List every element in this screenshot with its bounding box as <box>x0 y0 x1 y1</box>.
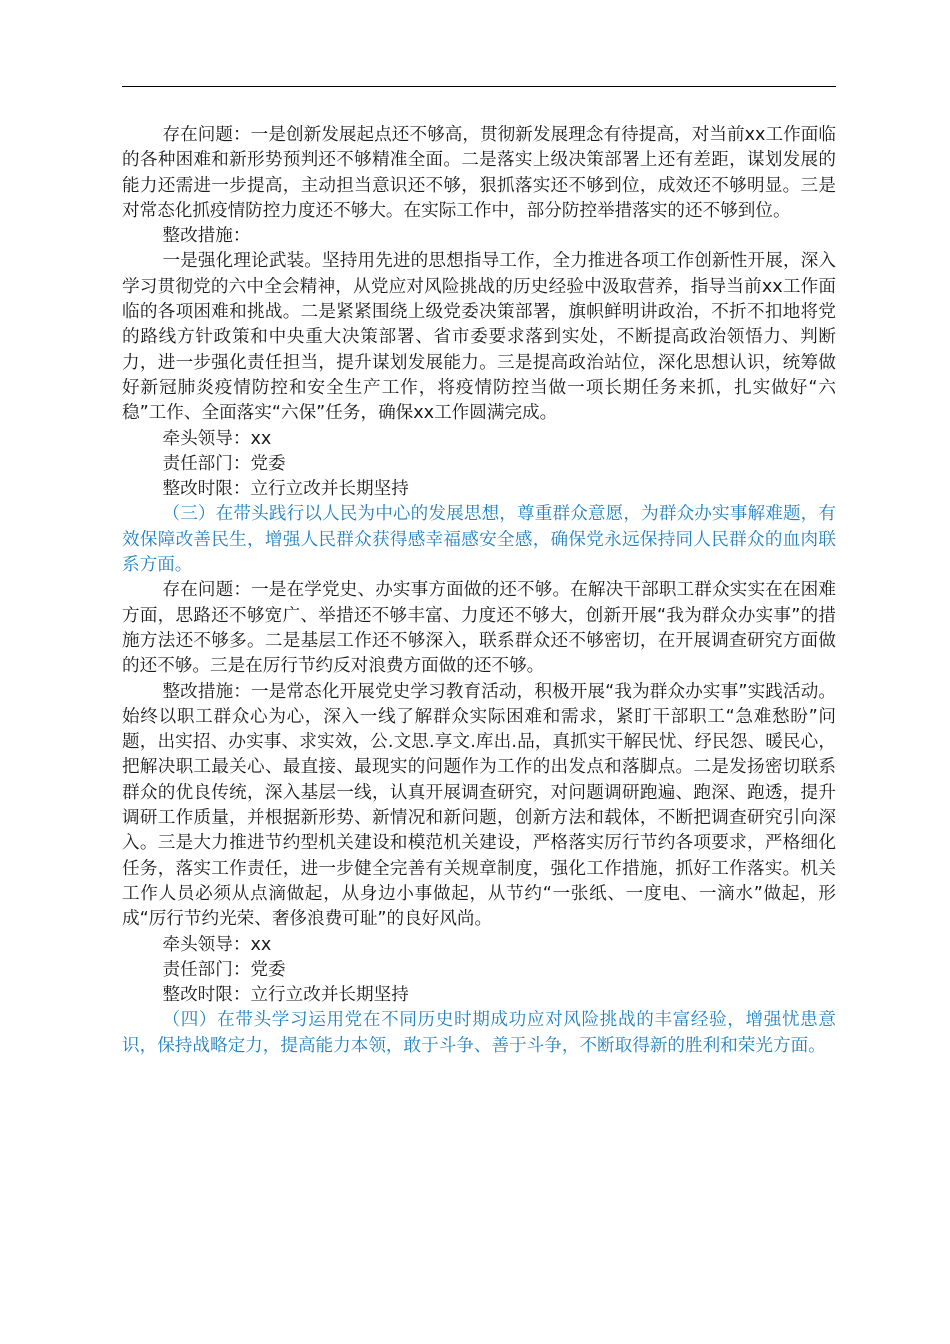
paragraph-department-2: 责任部门：党委 <box>162 453 286 474</box>
paragraph-department-3: 责任部门：党委 <box>162 959 286 980</box>
paragraph-measures-3: 整改措施：一是常态化开展党史学习教育活动，积极开展“我为群众办实事”实践活动。始终以职工群众心为心，深入一线了解群众实际困难和需求，紧盯干部职工“急难愁盼”问题，出实招、办实事、求实效，公.文思.享文.库出.品，真抓实干解民忧、纾民怨、暖民心，把解决职工最关心、最直接、最现实的问题作为工作的出发点和落脚点。二是发扬密切联系群众的优良传统，深入基层一线，认真开展调查研究，对问题调研跑遍、跑深、跑透，提升调研工作质量，并根据新形势、新情况和新问题，创新方法和载体，不断把调查研究引向深入。三是大力推进节约型机关建设和模范机关建设，严格落实厉行节约各项要求，严格细化任务，落实工作责任，进一步健全完善有关规章制度，强化工作措施，抓好工作落实。机关工作人员必须从点滴做起，从身边小事做起，从节约“一张纸、一度电、一滴水”做起，形成“厉行节约光荣、奢侈浪费可耻”的良好风尚。 <box>122 681 836 930</box>
paragraph-problems-3: 存在问题：一是在学党史、办实事方面做的还不够。在解决干部职工群众实实在在困难方面，思路还不够宽广、举措还不够丰富、力度还不够大，创新开展“我为群众办实事”的措施方法还不够多。二是基层工作还不够深入，联系群众还不够密切，在开展调查研究方面做的还不够。三是在厉行节约反对浪费方面做的还不够。 <box>122 580 836 677</box>
paragraph-problems-2: 存在问题：一是创新发展起点还不够高，贯彻新发展理念有待提高，对当前xx工作面临的各种困难和新形势预判还不够精准全面。二是落实上级决策部署上还有差距，谋划发展的能力还需进一步提高，主动担当意识还不够，狠抓落实还不够到位，成效还不够明显。三是对常态化抓疫情防控力度还不够大。在实际工作中，部分防控举措落实的还不够到位。 <box>122 125 836 221</box>
section-heading-3: （三）在带头践行以人民为中心的发展思想，尊重群众意愿，为群众办实事解难题，有效保障改善民生，增强人民群众获得感幸福感安全感，确保党永远保持同人民群众的血肉联系方面。 <box>122 504 836 576</box>
paragraph-lead-2: 牵头领导：xx <box>162 428 272 449</box>
document-body <box>122 123 836 1059</box>
paragraph-measures-label-2: 整改措施： <box>162 226 251 247</box>
header-rule <box>122 86 836 87</box>
paragraph-lead-3: 牵头领导：xx <box>162 934 272 955</box>
paragraph-deadline-3: 整改时限：立行立改并长期坚持 <box>162 985 409 1006</box>
paragraph-measures-2: 一是强化理论武装。坚持用先进的思想指导工作，全力推进各项工作创新性开展，深入学习贯彻党的六中全会精神，从党应对风险挑战的历史经验中汲取营养，指导当前xx工作面临的各项困难和挑战。二是紧紧围绕上级党委决策部署，旗帜鲜明讲政治，不折不扣地将党的路线方针政策和中央重大决策部署、省市委要求落到实处，不断提高政治领悟力、判断力，进一步强化责任担当，提升谋划发展能力。三是提高政治站位，深化思想认识，统筹做好新冠肺炎疫情防控和安全生产工作，将疫情防控当做一项长期任务来抓，扎实做好“六稳”工作、全面落实“六保”任务，确保xx工作圆满完成。 <box>122 251 836 424</box>
paragraph-deadline-2: 整改时限：立行立改并长期坚持 <box>162 479 409 500</box>
section-heading-4: （四）在带头学习运用党在不同历史时期成功应对风险挑战的丰富经验，增强忧患意识，保持战略定力，提高能力本领，敢于斗争、善于斗争，不断取得新的胜利和荣光方面。 <box>122 1010 836 1056</box>
